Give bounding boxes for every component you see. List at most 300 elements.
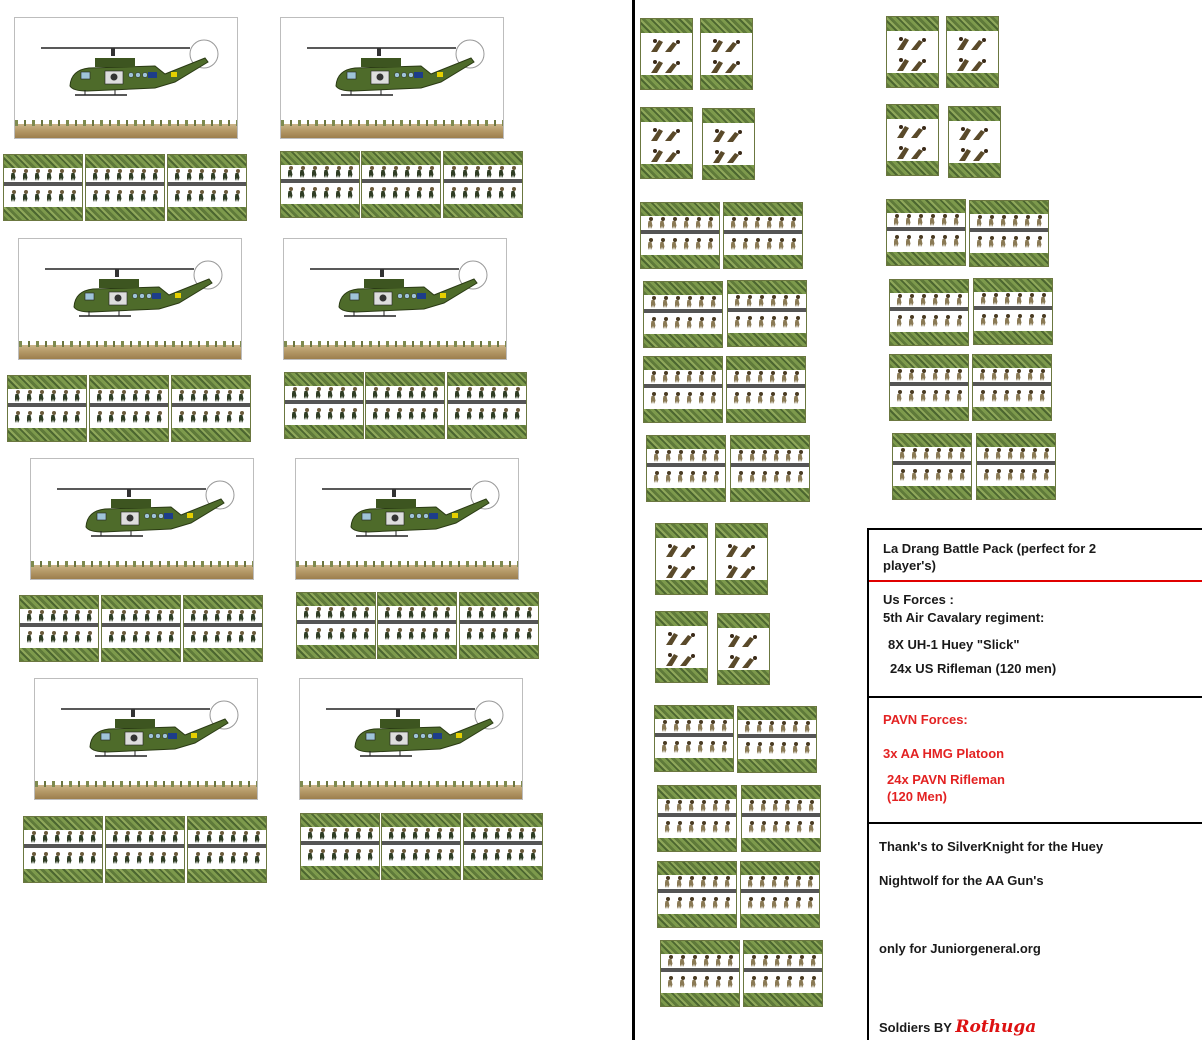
soldier-icon <box>1040 293 1047 305</box>
soldier-icon <box>761 450 768 462</box>
soldier-icon <box>14 390 21 402</box>
soldier-icon <box>299 166 306 178</box>
soldier-icon <box>490 628 497 640</box>
us-rifle-stand <box>23 816 103 883</box>
soldier-icon <box>303 387 310 399</box>
aa-hmg-counter <box>702 108 755 180</box>
soldier-icon <box>355 849 362 861</box>
soldier-icon <box>172 831 179 843</box>
soldier-icon <box>768 721 775 733</box>
soldier-icon <box>742 217 749 229</box>
aa-hmg-icon <box>955 124 993 142</box>
soldier-icon <box>979 390 986 402</box>
soldier-icon <box>351 408 358 420</box>
soldier-icon <box>315 408 322 420</box>
soldier-icon <box>335 187 342 199</box>
pavn-rifle-stand <box>730 435 810 502</box>
soldier-icon <box>327 628 334 640</box>
soldier-icon <box>380 166 387 178</box>
soldier-icon <box>502 387 509 399</box>
soldier-icon <box>486 166 493 178</box>
soldier-icon <box>664 876 671 888</box>
soldier-icon <box>412 828 419 840</box>
us-rifle-stand <box>296 592 376 659</box>
us-rifle-stand <box>3 154 83 221</box>
soldier-icon <box>695 217 702 229</box>
soldier-icon <box>793 392 800 404</box>
soldier-icon <box>198 169 205 181</box>
soldier-icon <box>339 607 346 619</box>
pavn-rifle-stand <box>889 354 969 421</box>
soldier-icon <box>254 831 261 843</box>
soldier-icon <box>190 411 197 423</box>
soldier-icon <box>664 821 671 833</box>
aa-hmg-icon <box>722 562 760 580</box>
soldier-icon <box>920 369 927 381</box>
soldier-icon <box>712 897 719 909</box>
soldier-icon <box>54 852 61 864</box>
soldier-icon <box>785 471 792 483</box>
soldier-icon <box>436 849 443 861</box>
pack-title-line1: La Drang Battle Pack (perfect for 2 <box>883 541 1097 556</box>
pavn-rifle-stand <box>643 356 723 423</box>
soldier-icon <box>30 852 37 864</box>
soldier-icon <box>518 849 525 861</box>
soldier-icon <box>899 469 906 481</box>
soldier-icon <box>92 169 99 181</box>
soldier-icon <box>307 828 314 840</box>
soldier-icon <box>148 831 155 843</box>
soldier-icon <box>780 721 787 733</box>
soldier-icon <box>86 610 93 622</box>
soldier-icon <box>148 852 155 864</box>
soldier-icon <box>976 236 983 248</box>
soldier-icon <box>108 631 115 643</box>
soldier-icon <box>782 316 789 328</box>
soldier-icon <box>424 828 431 840</box>
soldier-icon <box>796 800 803 812</box>
soldier-icon <box>700 897 707 909</box>
soldier-icon <box>929 235 936 247</box>
us-rifle-stand <box>361 151 441 218</box>
soldier-icon <box>363 628 370 640</box>
soldier-icon <box>756 742 763 754</box>
soldier-icon <box>482 828 489 840</box>
soldier-icon <box>956 315 963 327</box>
soldier-icon <box>230 852 237 864</box>
soldier-icon <box>944 294 951 306</box>
soldier-icon <box>454 408 461 420</box>
soldier-icon <box>1003 369 1010 381</box>
soldier-icon <box>38 610 45 622</box>
soldier-icon <box>941 214 948 226</box>
soldier-icon <box>420 408 427 420</box>
soldier-icon <box>707 217 714 229</box>
soldier-icon <box>202 631 209 643</box>
soldier-icon <box>667 955 674 967</box>
pavn-rifle-stand <box>892 433 972 500</box>
soldier-icon <box>745 371 752 383</box>
soldier-icon <box>712 821 719 833</box>
soldier-icon <box>388 849 395 861</box>
soldier-icon <box>991 390 998 402</box>
soldier-icon <box>66 852 73 864</box>
soldier-icon <box>1028 314 1035 326</box>
us-regiment: 5th Air Cavalary regiment: <box>883 610 1045 625</box>
soldier-icon <box>178 411 185 423</box>
soldier-icon <box>1004 314 1011 326</box>
soldier-icon <box>238 631 245 643</box>
info-panel <box>867 528 1202 1040</box>
soldier-icon <box>54 831 61 843</box>
soldier-icon <box>710 296 717 308</box>
pavn-rifle-stand <box>976 433 1056 500</box>
soldier-icon <box>303 408 310 420</box>
soldier-icon <box>518 828 525 840</box>
soldier-icon <box>707 238 714 250</box>
us-rifle-stand <box>19 595 99 662</box>
soldier-icon <box>444 607 451 619</box>
us-rifle-stand <box>447 372 527 439</box>
soldier-icon <box>132 411 139 423</box>
soldier-icon <box>10 169 17 181</box>
soldier-icon <box>287 166 294 178</box>
soldier-icon <box>311 187 318 199</box>
soldier-icon <box>797 471 804 483</box>
soldier-icon <box>384 607 391 619</box>
soldier-icon <box>785 450 792 462</box>
soldier-icon <box>424 849 431 861</box>
soldier-icon <box>34 190 41 202</box>
aa-hmg-counter <box>717 613 770 685</box>
aa-hmg-icon <box>647 125 685 143</box>
soldier-icon <box>674 392 681 404</box>
aa-hmg-icon <box>662 562 700 580</box>
soldier-icon <box>797 450 804 462</box>
soldier-icon <box>688 897 695 909</box>
soldier-icon <box>50 631 57 643</box>
soldier-icon <box>42 831 49 843</box>
soldier-icon <box>685 720 692 732</box>
soldier-icon <box>920 390 927 402</box>
soldier-icon <box>980 293 987 305</box>
soldier-icon <box>90 852 97 864</box>
soldier-icon <box>1012 236 1019 248</box>
soldier-icon <box>661 720 668 732</box>
soldier-icon <box>976 215 983 227</box>
soldier-icon <box>1036 215 1043 227</box>
sheet-divider <box>632 0 635 1040</box>
soldier-icon <box>1015 369 1022 381</box>
soldier-icon <box>136 852 143 864</box>
soldier-icon <box>194 852 201 864</box>
soldier-icon <box>662 392 669 404</box>
soldier-icon <box>771 876 778 888</box>
aa-hmg-counter <box>640 18 693 90</box>
soldier-icon <box>160 831 167 843</box>
soldier-icon <box>420 607 427 619</box>
soldier-icon <box>104 169 111 181</box>
soldier-icon <box>140 190 147 202</box>
soldier-icon <box>676 876 683 888</box>
us-rifle-stand <box>365 372 445 439</box>
us-rifle-stand <box>167 154 247 221</box>
soldier-icon <box>790 238 797 250</box>
soldier-icon <box>980 314 987 326</box>
soldier-icon <box>355 828 362 840</box>
pavn-rifle-stand <box>743 940 823 1007</box>
soldier-icon <box>662 317 669 329</box>
soldier-icon <box>944 315 951 327</box>
huey-card <box>299 678 523 800</box>
pavn-rifle-stand <box>737 706 817 773</box>
soldier-icon <box>319 849 326 861</box>
aa-hmg-icon <box>893 143 931 161</box>
soldier-icon <box>923 448 930 460</box>
soldier-icon <box>108 411 115 423</box>
pavn-rifle-stand <box>654 705 734 772</box>
soldier-icon <box>778 217 785 229</box>
soldier-icon <box>733 371 740 383</box>
soldier-icon <box>932 294 939 306</box>
soldier-icon <box>929 214 936 226</box>
soldier-icon <box>1003 390 1010 402</box>
soldier-icon <box>526 607 533 619</box>
soldier-icon <box>124 852 131 864</box>
credit-soldiers <box>879 1017 1036 1037</box>
soldier-icon <box>62 390 69 402</box>
soldier-icon <box>746 316 753 328</box>
soldier-icon <box>757 392 764 404</box>
soldier-icon <box>331 828 338 840</box>
soldier-icon <box>730 238 737 250</box>
soldier-icon <box>408 607 415 619</box>
soldier-icon <box>514 628 521 640</box>
soldier-icon <box>62 631 69 643</box>
ground-strip <box>300 785 522 799</box>
soldier-icon <box>351 628 358 640</box>
soldier-icon <box>242 831 249 843</box>
soldier-icon <box>502 607 509 619</box>
soldier-icon <box>14 411 21 423</box>
soldier-icon <box>721 741 728 753</box>
soldier-icon <box>734 316 741 328</box>
soldier-icon <box>664 800 671 812</box>
huey-card <box>280 17 504 139</box>
soldier-icon <box>194 831 201 843</box>
soldier-icon <box>287 187 294 199</box>
soldier-icon <box>727 976 734 988</box>
soldier-icon <box>343 849 350 861</box>
pack-title-line2: player's) <box>883 558 936 573</box>
soldier-icon <box>186 190 193 202</box>
soldier-icon <box>988 236 995 248</box>
soldier-icon <box>120 610 127 622</box>
credit-huey: Thank's to SilverKnight for the Huey <box>879 839 1104 854</box>
pavn-rifle-stand <box>643 281 723 348</box>
soldier-icon <box>988 215 995 227</box>
soldier-icon <box>230 831 237 843</box>
soldier-icon <box>339 408 346 420</box>
soldier-icon <box>661 741 668 753</box>
soldier-icon <box>250 631 257 643</box>
soldier-icon <box>327 607 334 619</box>
soldier-icon <box>226 390 233 402</box>
soldier-icon <box>908 294 915 306</box>
soldier-icon <box>703 976 710 988</box>
credit-soldiers-prefix: Soldiers BY <box>879 1020 952 1035</box>
soldier-icon <box>78 852 85 864</box>
soldier-icon <box>733 392 740 404</box>
soldier-icon <box>1024 215 1031 227</box>
soldier-icon <box>315 607 322 619</box>
soldier-icon <box>436 828 443 840</box>
soldier-icon <box>746 295 753 307</box>
soldier-icon <box>727 955 734 967</box>
soldier-icon <box>944 369 951 381</box>
soldier-icon <box>905 235 912 247</box>
ground-strip <box>19 345 241 359</box>
soldier-icon <box>156 411 163 423</box>
soldier-icon <box>697 741 704 753</box>
soldier-icon <box>701 450 708 462</box>
soldier-icon <box>238 610 245 622</box>
soldier-icon <box>343 828 350 840</box>
soldier-icon <box>784 821 791 833</box>
soldier-icon <box>798 976 805 988</box>
soldier-icon <box>713 450 720 462</box>
soldier-icon <box>327 387 334 399</box>
soldier-icon <box>677 471 684 483</box>
soldier-icon <box>444 628 451 640</box>
soldier-icon <box>144 631 151 643</box>
ground-strip <box>35 785 257 799</box>
ground-strip <box>15 124 237 138</box>
soldier-icon <box>896 294 903 306</box>
pavn-rifle-stand <box>726 356 806 423</box>
pavn-rifle-stand <box>972 354 1052 421</box>
soldier-icon <box>709 720 716 732</box>
soldier-icon <box>327 408 334 420</box>
soldier-icon <box>315 387 322 399</box>
soldier-icon <box>673 741 680 753</box>
soldier-icon <box>408 628 415 640</box>
soldier-icon <box>700 821 707 833</box>
soldier-icon <box>404 166 411 178</box>
pavn-item-rifleman: 24x PAVN Rifleman <box>887 772 1006 787</box>
soldier-icon <box>10 190 17 202</box>
soldier-icon <box>339 628 346 640</box>
soldier-icon <box>715 976 722 988</box>
soldier-icon <box>747 876 754 888</box>
huey-card <box>283 238 507 360</box>
soldier-icon <box>698 317 705 329</box>
aa-hmg-icon <box>893 122 931 140</box>
us-rifle-stand <box>463 813 543 880</box>
soldier-icon <box>935 469 942 481</box>
soldier-icon <box>1036 236 1043 248</box>
soldier-icon <box>22 190 29 202</box>
soldier-icon <box>144 610 151 622</box>
soldier-icon <box>218 852 225 864</box>
soldier-icon <box>202 390 209 402</box>
soldier-icon <box>759 897 766 909</box>
soldier-icon <box>1019 448 1026 460</box>
pavn-rifle-stand <box>640 202 720 269</box>
soldier-icon <box>917 214 924 226</box>
soldier-icon <box>174 169 181 181</box>
huey-card <box>18 238 242 360</box>
aa-hmg-icon <box>955 145 993 163</box>
soldier-icon <box>991 369 998 381</box>
soldier-icon <box>730 217 737 229</box>
soldier-icon <box>156 610 163 622</box>
soldier-icon <box>1043 469 1050 481</box>
soldier-icon <box>992 314 999 326</box>
soldier-icon <box>700 876 707 888</box>
aa-hmg-counter <box>655 523 708 595</box>
ground-strip <box>31 565 253 579</box>
soldier-icon <box>758 295 765 307</box>
soldier-icon <box>747 897 754 909</box>
soldier-icon <box>214 610 221 622</box>
soldier-icon <box>899 448 906 460</box>
soldier-icon <box>920 315 927 327</box>
soldier-icon <box>1040 314 1047 326</box>
soldier-icon <box>234 169 241 181</box>
aa-hmg-icon <box>662 629 700 647</box>
aa-hmg-icon <box>707 57 745 75</box>
us-rifle-stand <box>300 813 380 880</box>
soldier-icon <box>749 450 756 462</box>
us-rifle-stand <box>284 372 364 439</box>
soldier-icon <box>368 166 375 178</box>
ground-strip <box>296 565 518 579</box>
soldier-icon <box>700 800 707 812</box>
soldier-icon <box>737 471 744 483</box>
soldier-icon <box>347 166 354 178</box>
soldier-icon <box>1031 448 1038 460</box>
aa-hmg-counter <box>886 16 939 88</box>
soldier-icon <box>932 369 939 381</box>
soldier-icon <box>190 610 197 622</box>
soldier-icon <box>750 976 757 988</box>
soldier-icon <box>1004 293 1011 305</box>
soldier-icon <box>737 450 744 462</box>
soldier-icon <box>995 469 1002 481</box>
soldier-icon <box>748 800 755 812</box>
soldier-icon <box>152 190 159 202</box>
pavn-item-aa: 3x AA HMG Platoon <box>883 746 1005 761</box>
soldier-icon <box>74 390 81 402</box>
soldier-icon <box>432 387 439 399</box>
soldier-icon <box>234 190 241 202</box>
soldier-icon <box>794 316 801 328</box>
soldier-icon <box>22 169 29 181</box>
soldier-icon <box>108 610 115 622</box>
soldier-icon <box>392 166 399 178</box>
soldier-icon <box>128 190 135 202</box>
soldier-icon <box>450 187 457 199</box>
aa-hmg-counter <box>655 611 708 683</box>
soldier-icon <box>908 315 915 327</box>
soldier-icon <box>58 190 65 202</box>
soldier-icon <box>400 828 407 840</box>
pavn-rifle-stand <box>646 435 726 502</box>
soldier-icon <box>781 371 788 383</box>
us-rifle-stand <box>89 375 169 442</box>
soldier-icon <box>715 955 722 967</box>
